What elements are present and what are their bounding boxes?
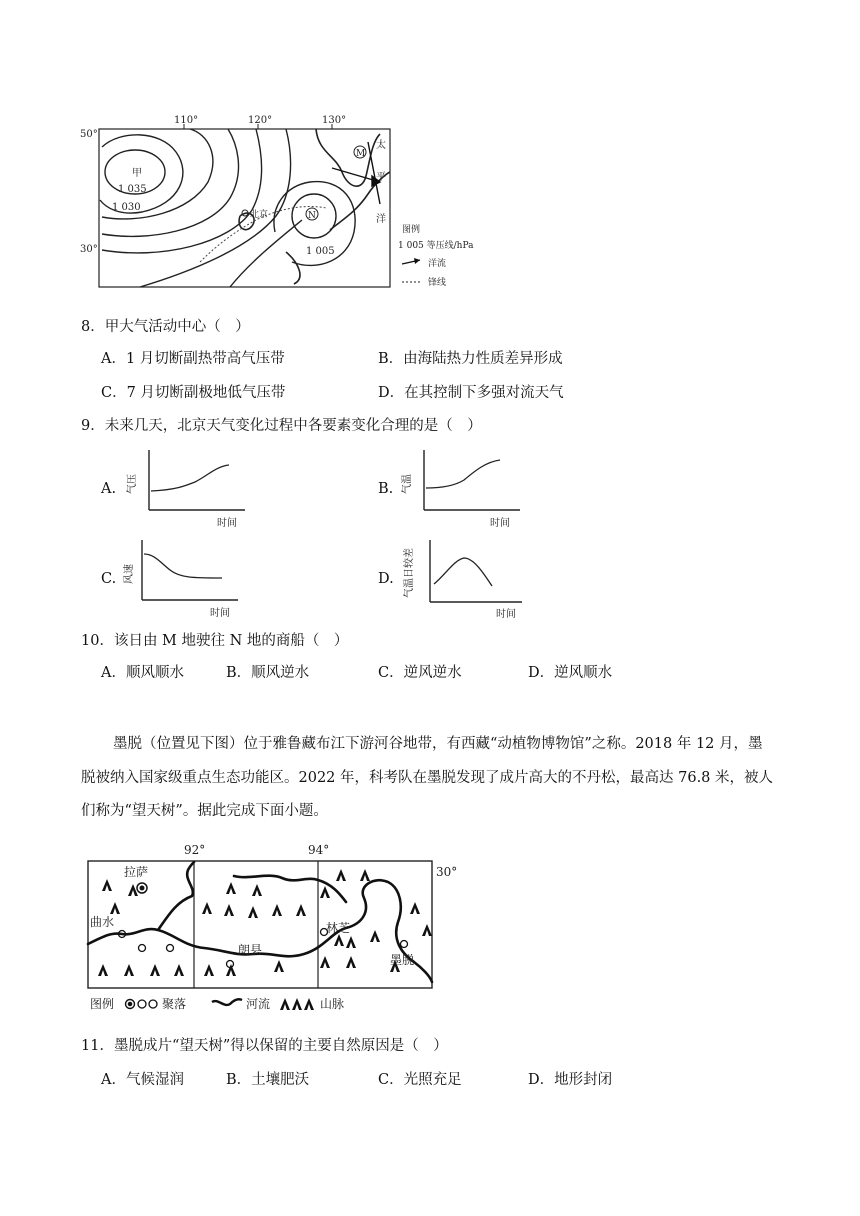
legend-isobar: 1 005 等压线/hPa bbox=[398, 241, 474, 251]
sea-char-3: 洋 bbox=[376, 214, 386, 225]
lon-label-120: 120° bbox=[248, 115, 273, 126]
passage-line-1: 墨脱（位置见下图）位于雅鲁藏布江下游河谷地带，有西藏“动植物博物馆”之称。2018 年 12 月，墨 bbox=[113, 736, 763, 752]
q10-option-b[interactable]: B．顺风逆水 bbox=[226, 665, 310, 681]
map2-legend-title: 图例 bbox=[90, 997, 115, 1011]
graph-d-curve bbox=[434, 558, 492, 586]
lat-label-50: 50° bbox=[80, 129, 98, 140]
q9-stem: 9．未来几天，北京天气变化过程中各要素变化合理的是（ ） bbox=[81, 418, 482, 434]
lon-label-92: 92° bbox=[184, 843, 206, 857]
pressure-map bbox=[80, 112, 500, 297]
graph-b-ylabel: 气温 bbox=[402, 474, 413, 494]
q10-option-d[interactable]: D．逆风顺水 bbox=[528, 665, 613, 681]
map2-legend-settlement: 聚落 bbox=[162, 997, 187, 1011]
center-label: 甲 bbox=[132, 168, 142, 179]
isobar-label-1030: 1 030 bbox=[112, 202, 141, 213]
map-frame bbox=[99, 129, 390, 287]
graph-c-ylabel: 风速 bbox=[124, 564, 135, 584]
settlement-legend-icon bbox=[126, 1000, 158, 1009]
graph-c-xlabel: 时间 bbox=[210, 608, 230, 619]
legend-title: 图例 bbox=[402, 225, 421, 235]
q10-option-c[interactable]: C．逆风逆水 bbox=[378, 665, 462, 681]
q11-option-b[interactable]: B．土壤肥沃 bbox=[226, 1072, 310, 1088]
q9-graph-a bbox=[125, 448, 255, 530]
graph-c-curve bbox=[144, 554, 222, 578]
q11-option-c[interactable]: C．光照充足 bbox=[378, 1072, 462, 1088]
graph-a-xlabel: 时间 bbox=[217, 518, 237, 529]
graph-d-xlabel: 时间 bbox=[496, 609, 516, 620]
passage-line-2: 脱被纳入国家级重点生态功能区。2022 年，科考队在墨脱发现了成片高大的不丹松，最高达 76.8 米，被人 bbox=[81, 770, 774, 786]
q8-option-c[interactable]: C．7 月切断副极地低气压带 bbox=[101, 385, 286, 401]
q9-option-a[interactable]: A. bbox=[101, 481, 117, 497]
lat-label-30: 30° bbox=[80, 244, 98, 255]
rivers bbox=[88, 862, 432, 982]
q8-stem: 8．甲大气活动中心（ ） bbox=[81, 319, 250, 335]
q10-stem: 10．该日由 M 地驶往 N 地的商船（ ） bbox=[81, 633, 349, 649]
lon-label-110: 110° bbox=[174, 115, 199, 126]
q8-option-d[interactable]: D．在其控制下多强对流天气 bbox=[378, 385, 564, 401]
sea-char-2: 平 bbox=[376, 172, 386, 183]
graph-a-curve bbox=[151, 465, 229, 491]
coastline bbox=[239, 129, 390, 284]
place-medog: 墨脱 bbox=[390, 953, 415, 967]
beijing-label: 北京 bbox=[250, 210, 269, 220]
q8-option-a[interactable]: A．1 月切断副热带高气压带 bbox=[101, 351, 285, 367]
medog-map bbox=[84, 836, 474, 1016]
graph-b-curve bbox=[426, 460, 500, 488]
lat-label-30: 30° bbox=[436, 865, 458, 879]
graph-a-ylabel: 气压 bbox=[127, 474, 138, 494]
q11-option-d[interactable]: D．地形封闭 bbox=[528, 1072, 613, 1088]
q9-graph-c bbox=[118, 538, 248, 620]
q9-graph-d bbox=[402, 538, 532, 620]
map2-legend-river: 河流 bbox=[246, 997, 271, 1011]
q9-graph-b bbox=[400, 448, 530, 530]
q11-option-a[interactable]: A．气候湿润 bbox=[101, 1072, 184, 1088]
place-nyingchi: 林芝 bbox=[326, 921, 351, 935]
place-lhasa: 拉萨 bbox=[124, 865, 149, 879]
q9-option-b[interactable]: B. bbox=[378, 481, 394, 497]
mountain-legend-icon bbox=[280, 998, 314, 1010]
isobar-label-1005: 1 005 bbox=[306, 246, 335, 257]
lon-label-94: 94° bbox=[308, 843, 330, 857]
lon-label-130: 130° bbox=[322, 115, 347, 126]
place-qushui: 曲水 bbox=[90, 915, 115, 929]
isobar-label-1035: 1 035 bbox=[118, 184, 147, 195]
q11-stem: 11．墨脱成片“望天树”得以保留的主要自然原因是（ ） bbox=[81, 1038, 448, 1054]
q9-option-c[interactable]: C. bbox=[101, 571, 117, 587]
graph-d-ylabel: 气温日较差 bbox=[404, 548, 415, 598]
graph-b-xlabel: 时间 bbox=[490, 518, 510, 529]
q9-option-d[interactable]: D. bbox=[378, 571, 394, 587]
map2-legend-mountain: 山脉 bbox=[320, 997, 345, 1011]
q8-option-b[interactable]: B．由海陆热力性质差异形成 bbox=[378, 351, 563, 367]
sea-char-1: 太 bbox=[376, 140, 386, 151]
place-nangxian: 朗县 bbox=[238, 943, 263, 957]
q10-option-a[interactable]: A．顺风顺水 bbox=[101, 665, 184, 681]
passage-line-3: 们称为“望天树”。据此完成下面小题。 bbox=[81, 803, 328, 819]
point-m-label: M bbox=[356, 149, 366, 159]
legend-current: 洋流 bbox=[428, 259, 447, 269]
river-legend-icon bbox=[212, 999, 242, 1005]
point-n-label: N bbox=[308, 211, 316, 221]
legend-front: 锋线 bbox=[428, 278, 447, 288]
